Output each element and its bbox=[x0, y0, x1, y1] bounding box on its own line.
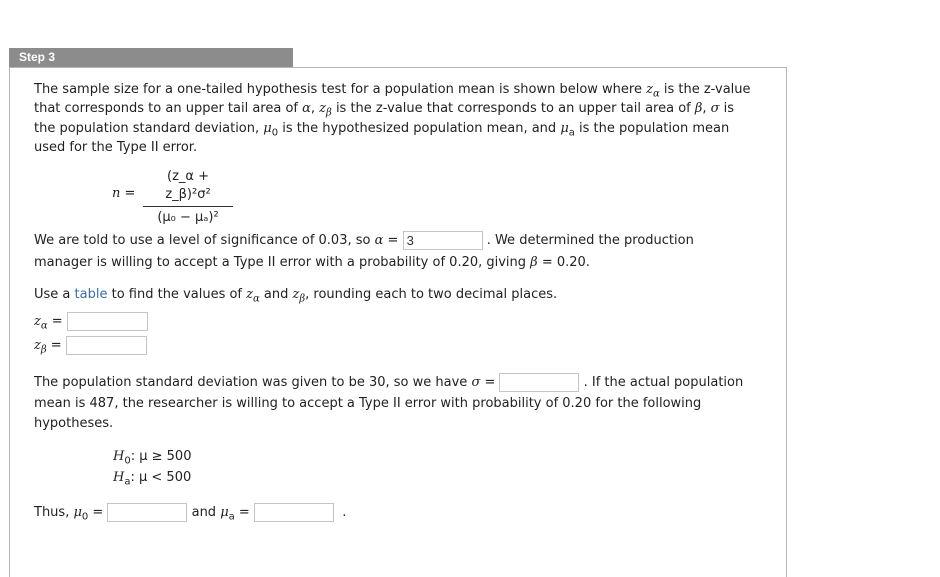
intro-line-4: used for the Type II error. bbox=[34, 140, 198, 155]
sigma-line-2: mean is 487, the researcher is willing to accept a Type II error with probability of 0.20 for the following bbox=[34, 396, 702, 411]
significance-line-1: We are told to use a level of significance of 0.03, so α = 3 . We determined the production bbox=[34, 231, 694, 251]
mua-input[interactable] bbox=[254, 503, 334, 522]
intro-line-1: The sample size for a one-tailed hypothesis test for a population mean is shown below where $z_\alpha$ is the z-value bbox=[34, 82, 751, 100]
alternative-hypothesis: $H_a$: μ < 500 bbox=[113, 470, 192, 488]
sample-size-formula bbox=[143, 168, 233, 227]
formula-denominator: (μ₀ − μₐ)² bbox=[157, 210, 219, 225]
final-line: Thus, $\mu_0$ = and $\mu_a$ = . bbox=[34, 505, 347, 523]
significance-line-2: manager is willing to accept a Type II error with a probability of 0.20, giving β = 0.20. bbox=[34, 255, 590, 270]
formula-numerator: (z_α + z_β)²σ² bbox=[165, 169, 211, 202]
z-alpha-input[interactable] bbox=[67, 312, 148, 331]
intro-line-3: the population standard deviation, $\mu_0$ is the hypothesized population mean, and $\mu_a$ is the population mean bbox=[34, 121, 730, 139]
sigma-line-3: hypotheses. bbox=[34, 416, 114, 431]
formula-n: n = bbox=[112, 186, 136, 201]
step-label: Step 3 bbox=[19, 50, 56, 64]
sigma-line-1: The population standard deviation was given to be 30, so we have σ = . If the actual population bbox=[34, 375, 744, 390]
sigma-input[interactable] bbox=[499, 373, 579, 392]
z-beta-row: $z_\beta$ = bbox=[34, 336, 147, 356]
null-hypothesis: $H_0$: μ ≥ 500 bbox=[113, 449, 192, 467]
table-link[interactable]: table bbox=[74, 287, 108, 302]
z-beta-input[interactable] bbox=[66, 336, 147, 355]
alpha-input[interactable] bbox=[403, 231, 483, 250]
mu0-input[interactable] bbox=[107, 503, 187, 522]
table-instruction: Use a table to find the values of $z_\alpha$ and $z_\beta$, rounding each to two decimal places. bbox=[34, 287, 558, 305]
fraction-bar bbox=[143, 206, 233, 207]
z-alpha-row: $z_\alpha$ = bbox=[34, 312, 148, 332]
step-header bbox=[9, 48, 293, 67]
intro-line-2: that corresponds to an upper tail area of α, $z_\beta$ is the z-value that corresponds to an upper tail area of β, σ is bbox=[34, 101, 735, 119]
